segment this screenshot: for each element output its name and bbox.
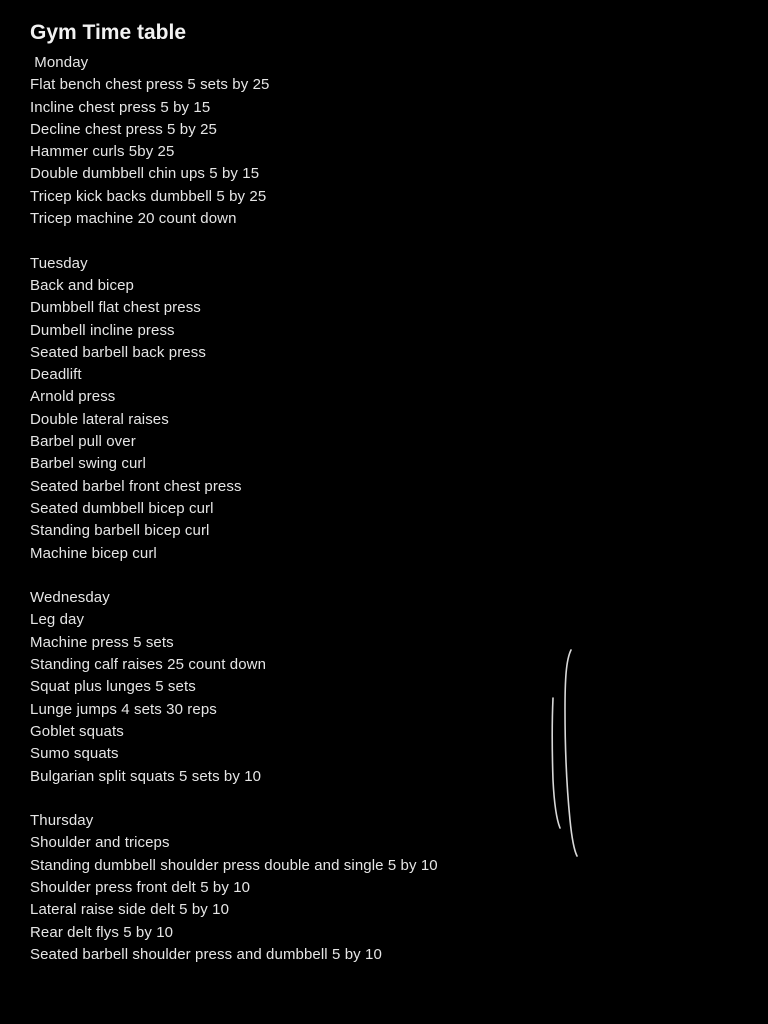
note-line[interactable]: Double lateral raises <box>30 410 169 428</box>
note-line[interactable]: Tricep kick backs dumbbell 5 by 25 <box>30 187 267 205</box>
note-line[interactable]: Barbel swing curl <box>30 455 146 473</box>
note-line[interactable]: Bulgarian split squats 5 sets by 10 <box>30 767 262 785</box>
note-line[interactable]: Flat bench chest press 5 sets by 25 <box>30 76 270 94</box>
note-line[interactable]: Dumbell incline press <box>30 321 175 339</box>
note-line[interactable]: Seated barbel front chest press <box>30 477 242 495</box>
note-line[interactable]: Shoulder and triceps <box>30 834 170 852</box>
note-line[interactable]: Shoulder press front delt 5 by 10 <box>30 878 251 896</box>
note-line[interactable]: Standing dumbbell shoulder press double and single 5 by 10 <box>30 856 438 874</box>
note-line[interactable]: Monday <box>30 54 89 71</box>
blank-line <box>30 230 730 252</box>
blank-line <box>30 788 730 810</box>
note-lines <box>30 52 730 966</box>
note-line[interactable]: Decline chest press 5 by 25 <box>30 120 217 138</box>
note-line[interactable]: Back and bicep <box>30 276 134 294</box>
note-line[interactable]: Leg day <box>30 611 85 629</box>
note-line[interactable]: Wednesday <box>30 589 110 607</box>
note-line[interactable]: Standing calf raises 25 count down <box>30 656 267 674</box>
note-title[interactable]: Gym Time table <box>30 21 187 44</box>
note-line[interactable]: Barbel pull over <box>30 433 136 451</box>
note-line[interactable]: Rear delt flys 5 by 10 <box>30 923 174 941</box>
blank-line <box>30 565 730 587</box>
note-line[interactable]: Deadlift <box>30 366 82 384</box>
scribble-stroke-long <box>565 650 577 856</box>
note-line[interactable]: Arnold press <box>30 388 116 406</box>
note-line[interactable]: Sumo squats <box>30 745 119 763</box>
note-line[interactable]: Double dumbbell chin ups 5 by 15 <box>30 165 260 183</box>
note-line[interactable]: Thursday <box>30 812 94 830</box>
note-line[interactable]: Lateral raise side delt 5 by 10 <box>30 901 230 919</box>
note-body[interactable] <box>30 18 730 966</box>
note-line[interactable]: Machine press 5 sets <box>30 633 174 651</box>
note-line[interactable]: Hammer curls 5by 25 <box>30 143 175 161</box>
note-line[interactable]: Tuesday <box>30 254 88 272</box>
note-line[interactable]: Tricep machine 20 count down <box>30 210 237 228</box>
note-line[interactable]: Standing barbell bicep curl <box>30 522 210 540</box>
handwritten-scribble <box>540 640 590 870</box>
note-line[interactable]: Dumbbell flat chest press <box>30 299 201 317</box>
note-line[interactable]: Seated barbell shoulder press and dumbbell 5 by 10 <box>30 945 382 963</box>
note-line[interactable]: Goblet squats <box>30 722 124 740</box>
scribble-stroke-short <box>552 698 560 828</box>
note-line[interactable]: Machine bicep curl <box>30 544 157 562</box>
note-line[interactable]: Lunge jumps 4 sets 30 reps <box>30 700 217 718</box>
note-line[interactable]: Squat plus lunges 5 sets <box>30 678 196 696</box>
note-line[interactable]: Seated barbell back press <box>30 343 206 361</box>
note-line[interactable]: Incline chest press 5 by 15 <box>30 98 211 116</box>
note-line[interactable]: Seated dumbbell bicep curl <box>30 499 214 517</box>
